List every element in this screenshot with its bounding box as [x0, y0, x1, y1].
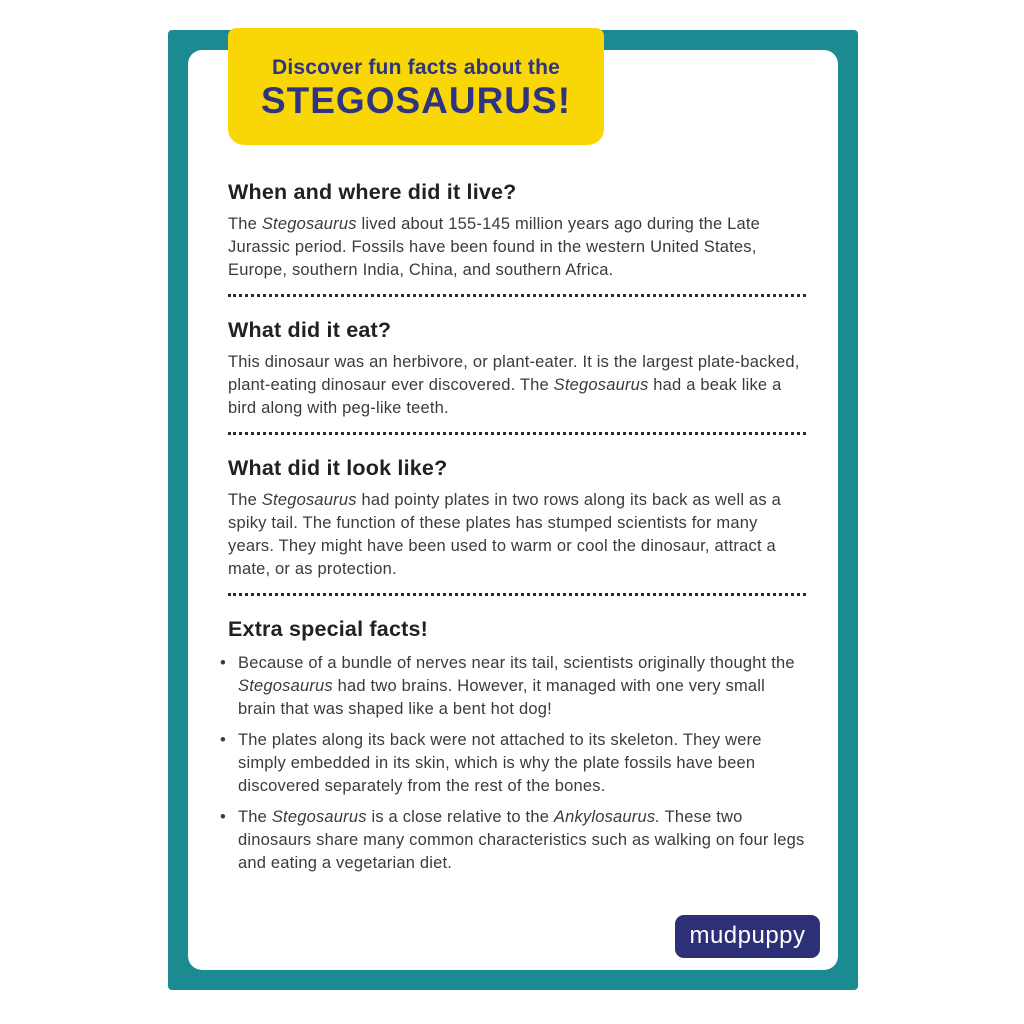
section-extra-facts: [220, 616, 806, 875]
section-when-where: [228, 179, 806, 282]
section-heading: What did it look like?: [228, 456, 448, 480]
fact-text: The plates along its back were not attached to its skeleton. They were simply embedded in its skin, which is why the plate fossils have been discovered separately from the rest of the bones.: [238, 731, 762, 795]
section-body: The Stegosaurus lived about 155-145 million years ago during the Late Jurassic period. Fossils have been found in the western United States, Europe, southern India, China, and southern Africa.: [228, 215, 761, 279]
section-heading: What did it eat?: [228, 318, 392, 342]
bullet-dot-icon: •: [220, 731, 226, 749]
section-body: The Stegosaurus had pointy plates in two rows along its back as well as a spiky tail. The function of these plates has stumped scientists for many years. They might have been used to warm or cool the dinosaur, attract a mate, or as protection.: [228, 491, 781, 578]
dotted-divider: [228, 432, 806, 435]
facts-list: [220, 652, 806, 875]
dotted-divider: [228, 593, 806, 596]
section-eat: [228, 317, 806, 420]
header-banner: [228, 28, 604, 145]
bullet-dot-icon: •: [220, 654, 226, 672]
section-body: This dinosaur was an herbivore, or plant-eater. It is the largest plate-backed, plant-eating dinosaur ever discovered. The Stegosaurus had a beak like a bird along with peg-like teeth.: [228, 353, 800, 417]
dotted-divider: [228, 294, 806, 297]
fact-bullet-item: [220, 729, 806, 798]
header-eyebrow: Discover fun facts about the: [272, 56, 560, 79]
page-title: STEGOSAURUS!: [260, 80, 572, 121]
card-content: [220, 179, 806, 883]
fact-bullet-item: [220, 652, 806, 721]
fact-text: The Stegosaurus is a close relative to the Ankylosaurus. These two dinosaurs share many common characteristics such as walking on four legs and eating a vegetarian diet.: [238, 808, 805, 872]
fact-text: Because of a bundle of nerves near its tail, scientists originally thought the Stegosaurus had two brains. However, it managed with one very small brain that was shaped like a bent hot dog!: [238, 654, 795, 718]
facts-heading: Extra special facts!: [228, 617, 428, 641]
section-look-like: [228, 455, 806, 581]
bullet-dot-icon: •: [220, 808, 226, 826]
section-heading: When and where did it live?: [228, 180, 517, 204]
mudpuppy-logo: [675, 915, 820, 958]
mudpuppy-logo-text: mudpuppy: [689, 921, 806, 949]
fact-bullet-item: [220, 806, 806, 875]
